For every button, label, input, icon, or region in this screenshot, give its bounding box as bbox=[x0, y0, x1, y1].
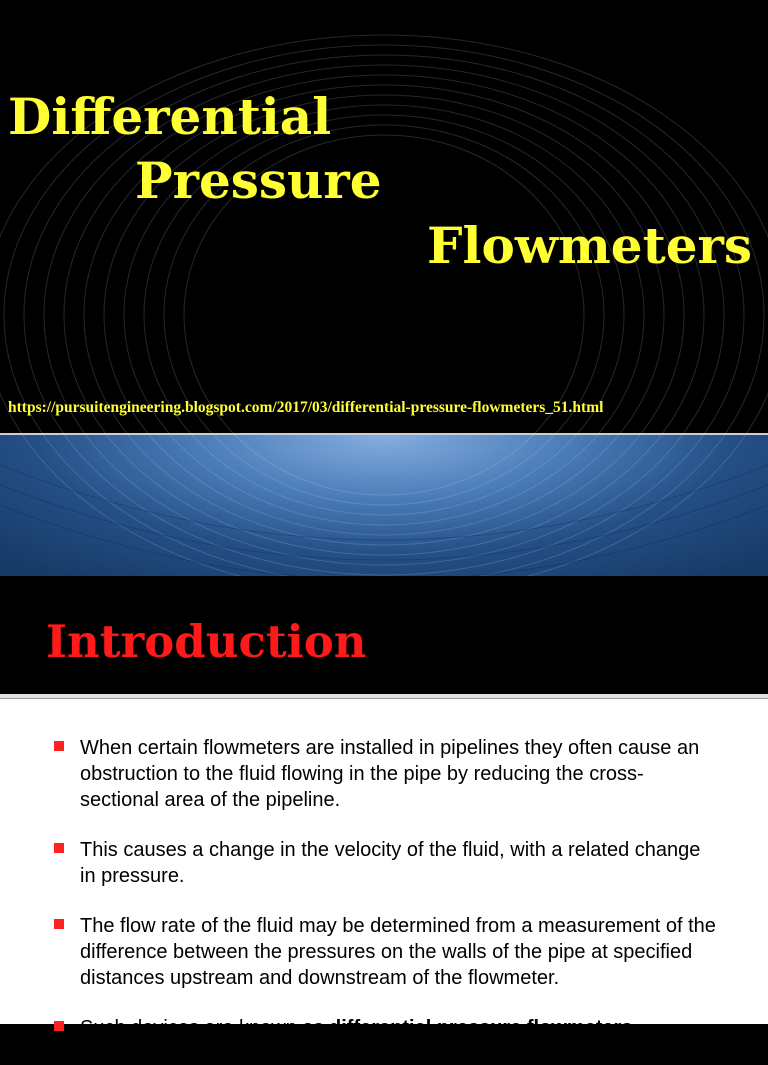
intro-body bbox=[0, 699, 768, 1039]
bullet-list bbox=[0, 735, 768, 1065]
title-line-1: Differential bbox=[8, 87, 332, 146]
intro-title: Introduction bbox=[46, 615, 367, 668]
bullet-text-lead: Such devices are known as bbox=[80, 1017, 330, 1039]
square-bullet-icon bbox=[54, 741, 64, 751]
list-item bbox=[0, 913, 768, 991]
list-item bbox=[0, 1015, 768, 1041]
bullet-text: The flow rate of the fluid may be determined from a measurement of the difference between the pressures on the walls of the pipe at specified distances upstream and downstream of the flowmeter. bbox=[80, 915, 716, 989]
square-bullet-icon bbox=[54, 1021, 64, 1031]
list-item bbox=[0, 837, 768, 889]
square-bullet-icon bbox=[54, 919, 64, 929]
source-url-link[interactable]: https://pursuitengineering.blogspot.com/2017/03/differential-pressure-flowmeters_51.html bbox=[8, 399, 604, 416]
bullet-text: When certain flowmeters are installed in pipelines they often cause an obstruction to the fluid flowing in the pipe by reducing the cross-sectional area of the pipeline. bbox=[80, 737, 700, 811]
list-item bbox=[0, 735, 768, 813]
bullet-text-bold: differential pressure flowmeters bbox=[329, 1017, 633, 1039]
title-line-3: Flowmeters bbox=[427, 216, 752, 275]
title-line-2: Pressure bbox=[135, 151, 382, 210]
bullet-text: This causes a change in the velocity of the fluid, with a related change in pressure. bbox=[80, 839, 701, 887]
square-bullet-icon bbox=[54, 843, 64, 853]
banner-wave-pattern bbox=[0, 435, 768, 576]
decorative-banner bbox=[0, 435, 768, 576]
